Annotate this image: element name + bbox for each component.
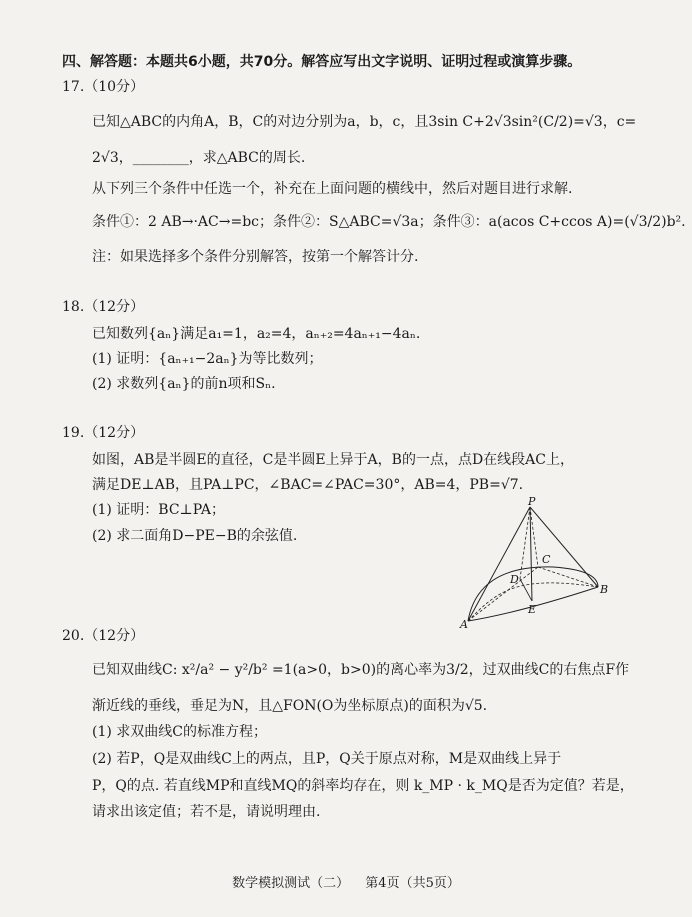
line-de xyxy=(520,579,532,601)
label-p: P xyxy=(528,495,536,508)
q17-line1: 已知△ABC的内角A，B，C的对边分别为a，b，c，且3sin C+2√3sin²(C/2)=√3，c= xyxy=(92,114,637,130)
q20-line4: (2) 若P，Q是双曲线C上的两点，且P，Q关于原点对称，M是双曲线上异于 xyxy=(92,751,562,767)
q20-number: 20.（12分） xyxy=(62,628,145,644)
q17-line5: 注：如果选择多个条件分别解答，按第一个解答计分. xyxy=(92,249,419,265)
pyramid-figure xyxy=(458,495,618,630)
q20-line5: P，Q的点. 若直线MP和直线MQ的斜率均存在，则 k_MP · k_MQ是否为定值？若是， xyxy=(92,778,634,794)
q20-line3: (1) 求双曲线C的标准方程； xyxy=(92,724,267,740)
q17-line3: 从下列三个条件中任选一个，补充在上面问题的横线中，然后对题目进行求解. xyxy=(92,181,573,197)
q19-line4: (2) 求二面角D−PE−B的余弦值. xyxy=(92,528,298,544)
footer-page: 第4页（共5页） xyxy=(365,876,460,891)
q18-number: 18.（12分） xyxy=(62,299,145,315)
q17-number: 17.（10分） xyxy=(62,79,145,95)
label-b: B xyxy=(600,583,609,596)
edge-pe xyxy=(530,507,532,601)
q19-line2: 满足DE⊥AB，且PA⊥PC，∠BAC=∠PAC=30°，AB=4，PB=√7. xyxy=(92,477,524,493)
q19-line3: (1) 证明：BC⊥PA； xyxy=(92,502,225,518)
edge-pb xyxy=(530,507,598,587)
label-a: A xyxy=(460,618,468,630)
label-c: C xyxy=(542,553,551,566)
q18-line2: (1) 证明：{aₙ₊₁−2aₙ}为等比数列； xyxy=(92,351,323,367)
page-footer xyxy=(0,872,692,891)
q20-line1: 已知双曲线C: x²/a² − y²/b² =1(a>0，b>0)的离心率为3/2，过双曲线C的右焦点F作 xyxy=(92,662,630,678)
q18-line3: (2) 求数列{aₙ}的前n项和Sₙ. xyxy=(92,376,276,392)
q17-line4: 条件①：2 AB→·AC→=bc；条件②：S△ABC=√3a；条件③：a(acos C+ccos A)=(√3/2)b². xyxy=(92,214,686,230)
edge-pa xyxy=(468,507,530,621)
section-header: 四、解答题：本题共6小题，共70分。解答应写出文字说明、证明过程或演算步骤。 xyxy=(62,54,582,70)
q19-line1: 如图，AB是半圆E的直径，C是半圆E上异于A，B的一点，点D在线段AC上， xyxy=(92,452,574,468)
q18-line1: 已知数列{aₙ}满足a₁=1，a₂=4，aₙ₊₂=4aₙ₊₁−4aₙ. xyxy=(92,326,421,342)
footer-title: 数学模拟测试（二） xyxy=(232,876,350,891)
label-e: E xyxy=(528,603,537,616)
q20-line6: 请求出该定值；若不是，请说明理由. xyxy=(92,804,321,820)
q17-line2: 2√3，________，求△ABC的周长. xyxy=(92,150,306,166)
label-d: D xyxy=(510,573,519,586)
q19-number: 19.（12分） xyxy=(62,425,145,441)
q20-line2: 渐近线的垂线，垂足为N，且△FON(O为坐标原点)的面积为√5. xyxy=(92,698,488,714)
